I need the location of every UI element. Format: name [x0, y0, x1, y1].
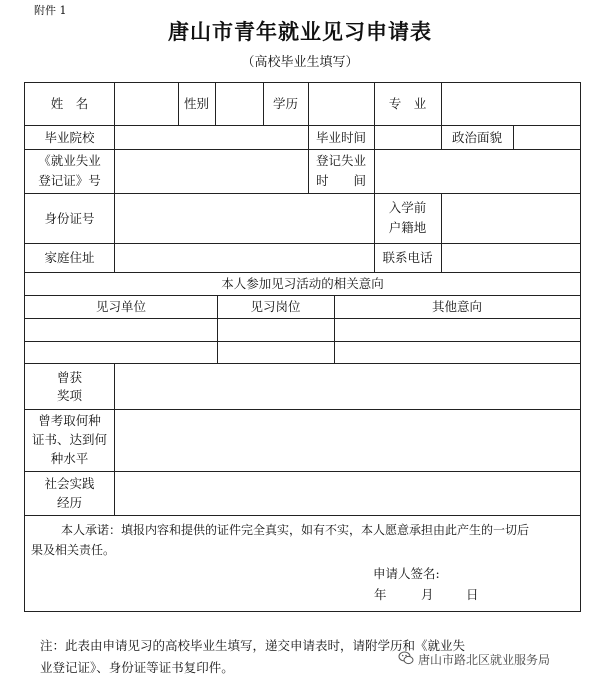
practice-label-line2: 经历	[56, 495, 82, 510]
footnote-line2: 业登记证》、身份证等证书复印件。	[40, 660, 234, 675]
id-number-label: 身份证号	[44, 211, 95, 226]
date-year: 年	[374, 587, 387, 602]
reg-label-line1: 登记失业	[315, 153, 366, 168]
grid-line	[25, 125, 580, 126]
hukou-label-line1: 入学前	[388, 200, 427, 215]
hukou-label-line2: 户籍地	[388, 220, 427, 235]
major-label: 专 业	[388, 96, 427, 111]
grid-line	[441, 83, 442, 125]
watermark	[398, 650, 550, 669]
cert-label-line1: 《就业失业	[38, 153, 101, 168]
phone-label: 联系电话	[382, 250, 433, 265]
grid-line	[25, 243, 580, 244]
certs-label-line1: 曾考取何种	[38, 413, 101, 428]
col-other-label: 其他意向	[431, 299, 482, 314]
grid-line	[25, 363, 580, 364]
pledge-line2: 果及相关责任。	[31, 543, 116, 557]
grid-line	[441, 193, 442, 272]
grid-line	[25, 318, 580, 319]
grid-line	[114, 83, 115, 272]
date-month: 月	[421, 587, 434, 602]
page-title: 唐山市青年就业见习申请表	[168, 19, 432, 44]
gender-label: 性别	[183, 96, 209, 111]
grid-line	[25, 272, 580, 273]
col-unit-label: 见习单位	[95, 299, 146, 314]
awards-label-line2: 奖项	[56, 388, 82, 403]
grid-line	[25, 341, 580, 342]
school-label: 毕业院校	[44, 130, 95, 145]
certs-label-line2: 证书、达到何	[31, 432, 107, 447]
grid-line	[215, 83, 216, 125]
cert-label-line2: 登记证》号	[38, 173, 101, 188]
grid-line	[114, 363, 115, 515]
date-day: 日	[466, 587, 479, 602]
grid-line	[513, 125, 514, 149]
grid-line	[25, 295, 580, 296]
application-form	[24, 82, 581, 612]
address-label: 家庭住址	[44, 250, 95, 265]
watermark-text: 唐山市路北区就业服务局	[418, 653, 551, 667]
page-subtitle: （高校毕业生填写）	[241, 55, 359, 70]
political-label: 政治面貌	[451, 130, 502, 145]
awards-label-line1: 曾获	[56, 370, 82, 385]
name-label: 姓 名	[50, 96, 89, 111]
grid-line	[25, 515, 580, 516]
pledge-line1: 本人承诺：填报内容和提供的证件完全真实，如有不实，本人愿意承担由此产生的一切后	[61, 523, 530, 537]
grad-time-label: 毕业时间	[315, 130, 366, 145]
grid-line	[25, 471, 580, 472]
certs-label-line3: 种水平	[50, 451, 89, 466]
wechat-icon	[398, 650, 414, 669]
grid-line	[25, 193, 580, 194]
attachment-label: 附件 1	[34, 4, 67, 17]
grid-line	[25, 149, 580, 150]
intent-header: 本人参加见习活动的相关意向	[221, 276, 384, 291]
reg-label-line2: 时 间	[315, 173, 366, 188]
footnote-line1: 注：此表由申请见习的高校毕业生填写，递交申请表时，请附学历和《就业失	[40, 638, 466, 653]
signature-label: 申请人签名:	[373, 566, 440, 581]
practice-label-line1: 社会实践	[44, 476, 95, 491]
col-post-label: 见习岗位	[250, 299, 301, 314]
grid-line	[25, 409, 580, 410]
education-label: 学历	[272, 96, 298, 111]
